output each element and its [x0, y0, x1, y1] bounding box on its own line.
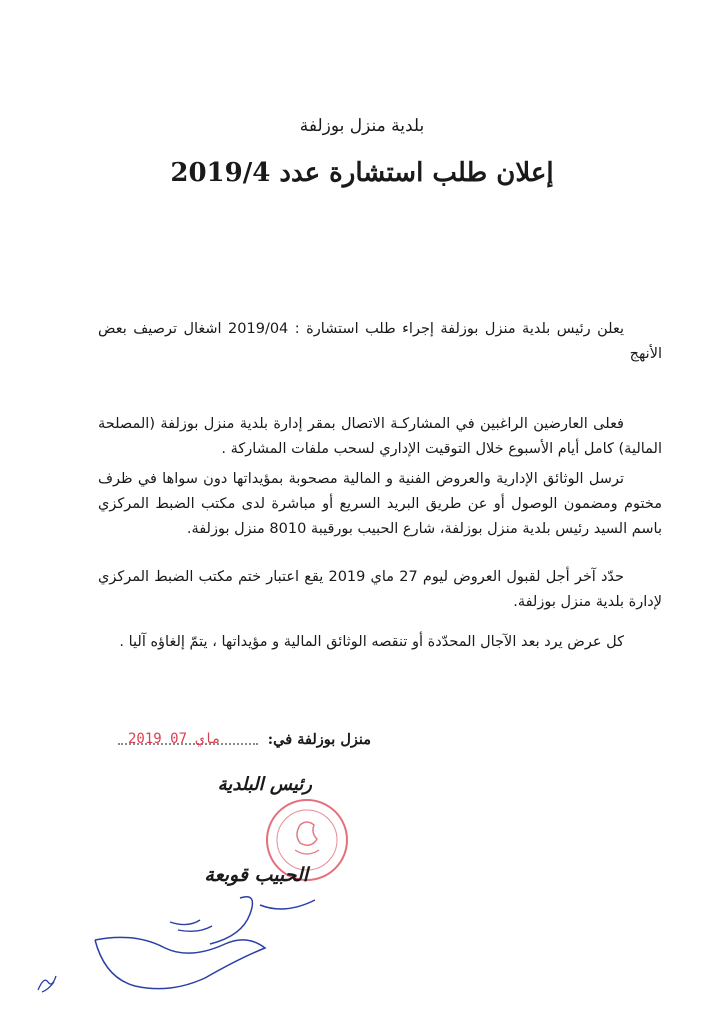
paragraph-late-offers: كل عرض يرد بعد الآجال المحدّدة أو تنقصه الوثائق المالية و مؤيداتها ، يتمّ إلغاؤه آليا .: [119, 634, 624, 650]
municipality-header: بلدية منزل بوزلفة: [299, 116, 425, 136]
place-label: منزل بوزلفة في:: [267, 731, 371, 748]
mayor-title: رئيس البلدية: [217, 774, 312, 795]
mayor-name: الحبيب قوبعة: [204, 864, 308, 886]
handwritten-signature-icon: [90, 880, 320, 990]
paragraph-submission: ترسل الوثائق الإدارية والعروض الفنية و المالية مصحوبة بمؤيداتها دون سواها في ظرف مختوم ومضمون الوصول أو عن طريق البريد السريع أو مباشرة لدى مكتب الضبط المركزي باسم السيد رئيس بلدية منزل بوزلفة، شارع الحبيب بورقيبة 8010 منزل بوزلفة.: [98, 471, 662, 537]
paragraph-participation: فعلى العارضين الراغبين في المشاركـة الاتصال بمقر إدارة بلدية منزل بوزلفة (المصلحة المالية) كامل أيام الأسبوع خلال التوقيت الإداري لسحب ملفات المشاركة .: [98, 416, 662, 457]
place-date-line: [118, 729, 371, 751]
paragraph-intro: يعلن رئيس بلدية منزل بوزلفة إجراء طلب استشارة : 2019/04 اشغال ترصيف بعض الأنهج: [98, 321, 662, 362]
paragraph-deadline: حدّد آخر أجل لقبول العروض ليوم 27 ماي 2019 يقع اعتبار ختم مكتب الضبط المركزي لإدارة بلدية منزل بوزلفة.: [98, 569, 662, 610]
announcement-title: إعلان طلب استشارة عدد 2019/4: [170, 158, 554, 188]
initials-mark-icon: [34, 970, 60, 996]
date-stamp: 2019 ماي 07: [128, 731, 221, 747]
